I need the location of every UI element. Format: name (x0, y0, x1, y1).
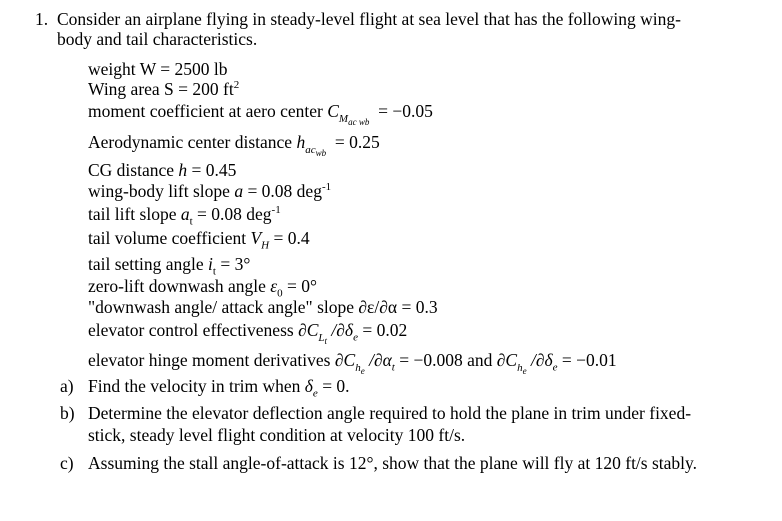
tail-lift-slope: tail lift slope $a_t = 0.08$ deg$^{-1}$ (88, 204, 281, 228)
tail-volume-coefficient: tail volume coefficient $V_H = 0.4$ (88, 228, 310, 252)
wing-area: Wing area S = 200 $ft^2$ (88, 79, 240, 99)
weight: weight W = 2500 lb (88, 59, 228, 79)
question-a: Find the velocity in trim when $\delta_e = 0$. (88, 376, 350, 400)
problem-number: 1. (35, 9, 49, 29)
hinge-moment-derivatives: elevator hinge moment derivatives $\partial C_{h_e}$ $/\partial\alpha_t = -0.008$ and $\partial C_{h_e}$ $/\partial\delta_e = -0.01$ (88, 350, 617, 376)
question-c-label: c) (60, 453, 74, 473)
question-b-2: stick, steady level flight condition at velocity 100 ft/s. (88, 425, 466, 445)
tail-setting-angle: tail setting angle $i_t = 3^\circ$ (88, 254, 251, 278)
moment-coefficient: moment coefficient at aero center $C_{M_{ac wb}} = -0.05$ (88, 101, 433, 127)
cg-distance: CG distance h = 0.45 (88, 160, 237, 180)
downwash-slope: "downwash angle/ attack angle" slope ∂ε/∂α = 0.3 (88, 297, 438, 317)
wing-body-lift-slope: wing-body lift slope a = 0.08 deg$^{-1}$ (88, 181, 332, 201)
question-a-label: a) (60, 376, 74, 396)
intro-text-2: body and tail characteristics. (57, 29, 258, 49)
question-c: Assuming the stall angle-of-attack is 12°, show that the plane will fly at 120 ft/s stably. (88, 453, 698, 473)
zero-lift-downwash: zero-lift downwash angle $\varepsilon_0 = 0^\circ$ (88, 276, 318, 300)
intro-text: Consider an airplane flying in steady-level flight at sea level that has the following wing- (57, 9, 681, 29)
question-b: Determine the elevator deflection angle required to hold the plane in trim under fixed- (88, 403, 692, 423)
elevator-control-effectiveness: elevator control effectiveness $\partial C_{L_t}$ $/\partial\delta_e = 0.02$ (88, 320, 408, 346)
question-b-label: b) (60, 403, 75, 423)
aero-center-distance: Aerodynamic center distance $h_{ac_{wb}} = 0.25$ (88, 132, 380, 158)
